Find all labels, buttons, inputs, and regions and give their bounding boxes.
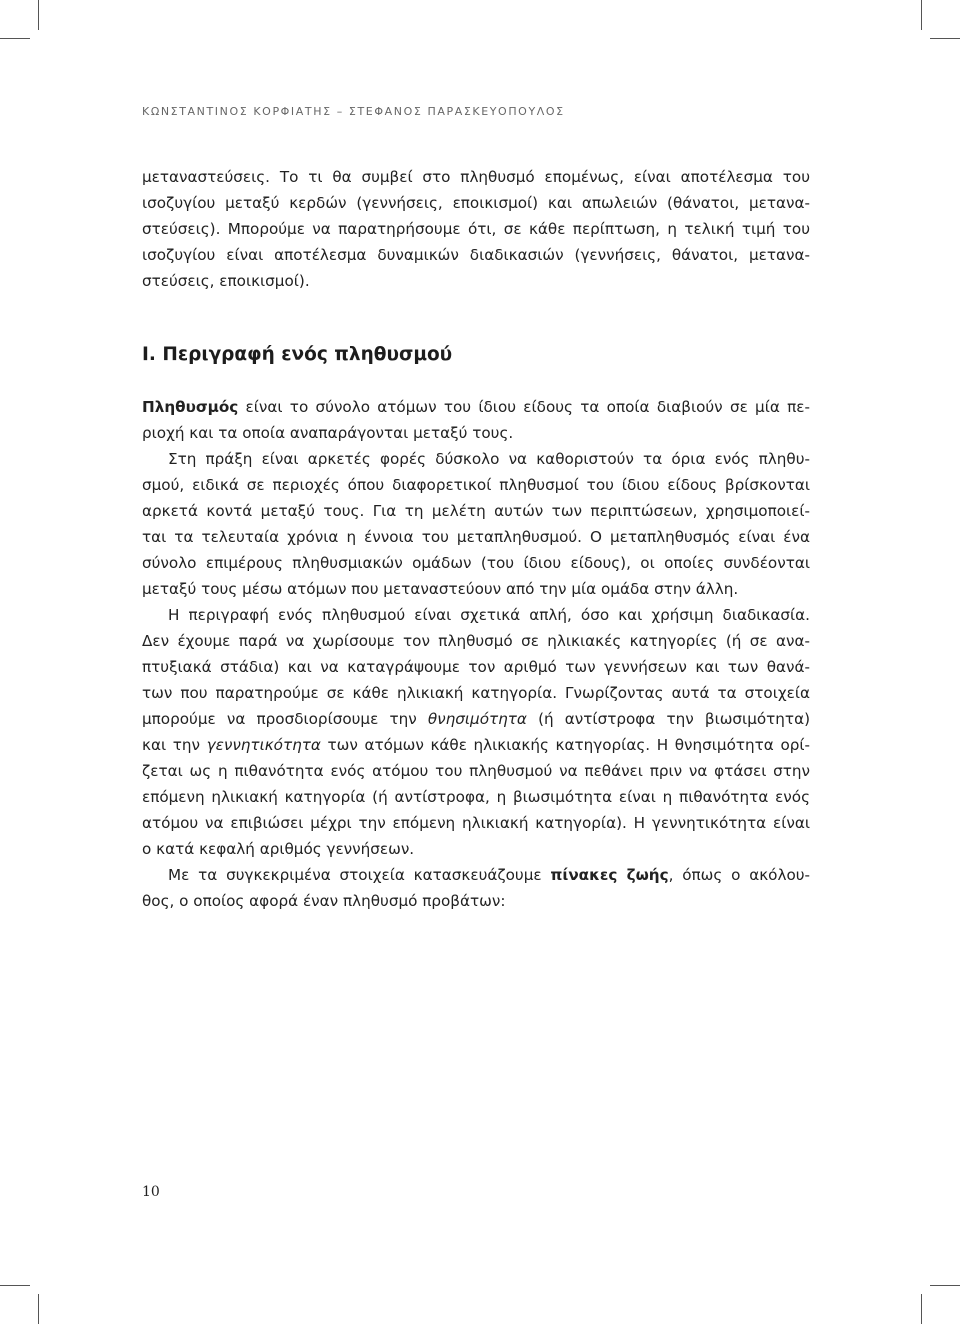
crop-mark	[921, 0, 922, 30]
section-title: Ι. Περιγραφή ενός πληθυσμού	[142, 344, 453, 365]
term-fertility: γεννητικότητα	[206, 736, 321, 754]
term-mortality: θνησιμότητα	[427, 710, 527, 728]
section-body	[142, 394, 810, 914]
text-line: στεύσεις, εποικισμοί).	[142, 272, 310, 290]
text-line: ατόμου να επιβιώσει μέχρι την επόμενη ηλικιακή κατηγορία). Η γεννητικότητα είναι	[142, 814, 810, 832]
text-line	[142, 394, 810, 420]
text-fragment: των ατόμων κάθε ηλικιακής κατηγορίας. Η θνησιμότητα ορί-	[320, 736, 810, 754]
text-line: Στη πράξη είναι αρκετές φορές δύσκολο να καθοριστούν τα όρια ενός πληθυ-	[168, 450, 810, 468]
crop-mark	[38, 0, 39, 30]
text-line: ριοχή και τα οποία αναπαράγονται μεταξύ τους.	[142, 424, 514, 442]
text-line	[142, 732, 810, 758]
crop-mark	[930, 38, 960, 39]
text-line: Δεν έχουμε παρά να χωρίσουμε τον πληθυσμό σε ηλικιακές κατηγορίες (ή σε ανα-	[142, 632, 810, 650]
term-population: Πληθυσμός	[142, 398, 239, 416]
text-fragment: Με τα συγκεκριμένα στοιχεία κατασκευάζουμε	[168, 866, 551, 884]
text-fragment: , όπως ο ακόλου-	[668, 866, 811, 884]
text-line: θος, ο οποίος αφορά έναν πληθυσμό προβάτων:	[142, 892, 506, 910]
text-line: Η περιγραφή ενός πληθυσμού είναι σχετικά απλή, όσο και χρήσιμη διαδικασία.	[168, 606, 810, 624]
crop-mark	[921, 1294, 922, 1324]
text-line: σμού, ειδικά σε περιοχές όπου διαφορετικοί πληθυσμοί του ίδιου είδους βρίσκονται	[142, 476, 810, 494]
text-line	[142, 706, 810, 732]
intro-paragraph	[142, 164, 810, 294]
text-line	[142, 862, 810, 888]
text-line: ται τα τελευταία χρόνια η έννοια του μεταπληθυσμού. Ο μεταπληθυσμός είναι ένα	[142, 528, 810, 546]
text-fragment: μπορούμε να προσδιορίσουμε την	[142, 710, 428, 728]
text-line: ισοζυγίου μεταξύ κερδών (γεννήσεις, εποικισμοί) και απωλειών (θάνατοι, μετανα-	[142, 194, 810, 212]
text-line: των που παρατηρούμε σε κάθε ηλικιακή κατηγορία. Γνωρίζοντας αυτά τα στοιχεία	[142, 684, 810, 702]
text-line: στεύσεις). Μπορούμε να παρατηρήσουμε ότι, σε κάθε περίπτωση, η τελική τιμή του	[142, 220, 810, 238]
text-line: σύνολο επιμέρους πληθυσμιακών ομάδων (του ίδιου είδους), οι οποίες συνδέονται	[142, 554, 810, 572]
text-line: ισοζυγίου είναι αποτέλεσμα δυναμικών διαδικασιών (γεννήσεις, θάνατοι, μετανα-	[142, 246, 810, 264]
text-line: επόμενη ηλικιακή κατηγορία (ή αντίστροφα, η βιωσιμότητα είναι η πιθανότητα ενός	[142, 788, 810, 806]
text-line: μεταναστεύσεις. Το τι θα συμβεί στο πληθυσμό επομένως, είναι αποτέλεσμα του	[142, 168, 810, 186]
crop-mark	[38, 1294, 39, 1324]
crop-mark	[0, 1285, 30, 1286]
page-number: 10	[142, 1184, 160, 1200]
text-line: ο κατά κεφαλή αριθμός γεννήσεων.	[142, 840, 415, 858]
term-life-tables: πίνακες ζωής	[550, 866, 669, 884]
running-head: ΚΩΝΣΤΑΝΤΙΝΟΣ ΚΟΡΦΙΑΤΗΣ – ΣΤΕΦΑΝΟΣ ΠΑΡΑΣΚΕΥΟΠΟΥΛΟΣ	[142, 105, 565, 118]
crop-mark	[0, 38, 30, 39]
text-line: ζεται ως η πιθανότητα ενός ατόμου του πληθυσμού να πεθάνει πριν να φτάσει στην	[142, 762, 810, 780]
text-line: πτυξιακά στάδια) και να καταγράψουμε τον αριθμό των γεννήσεων και των θανά-	[142, 658, 810, 676]
crop-mark	[930, 1285, 960, 1286]
text-line: μεταξύ τους μέσω ατόμων που μεταναστεύουν από την μία ομάδα στην άλλη.	[142, 580, 739, 598]
text-fragment: και την	[142, 736, 207, 754]
text-fragment: (ή αντίστροφα την βιωσιμότητα)	[526, 710, 811, 728]
text-line: αρκετά κοντά μεταξύ τους. Για τη μελέτη αυτών των περιπτώσεων, χρησιμοποιεί-	[142, 502, 810, 520]
text-fragment: είναι το σύνολο ατόμων του ίδιου είδους τα οποία διαβιούν σε μία πε-	[238, 398, 810, 416]
